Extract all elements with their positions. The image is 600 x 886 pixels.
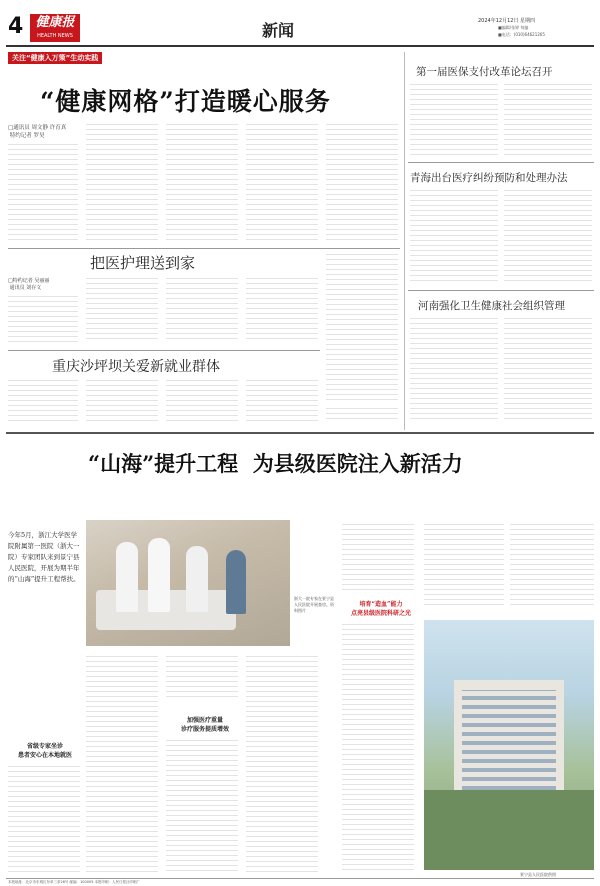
feature-body-col2 <box>86 656 158 876</box>
feature-body-col5 <box>342 524 414 594</box>
story2-headline: 把医护理送到家 <box>90 254 196 272</box>
right2-rule <box>408 290 594 291</box>
right2-body-col1 <box>410 190 498 286</box>
footer-rule <box>6 878 594 879</box>
photo-trees <box>424 790 594 870</box>
issue-date: 2024年12月12日 星期四 <box>478 18 536 24</box>
photo-figure-1 <box>116 542 138 612</box>
story3-body-col1 <box>8 380 78 424</box>
story2-byline: □特约记者 吴丽丽 通讯员 刘存文 <box>8 278 50 291</box>
photo-figure-4 <box>226 550 246 614</box>
page-number: 4 <box>8 14 24 39</box>
photo1-caption: 浙大一院专家在景宁县人民医院开展查房。资料图片 <box>294 596 334 613</box>
logo-english: HEALTH NEWS <box>37 33 73 39</box>
logo-text: 健康报 <box>35 15 75 30</box>
photo-building-windows <box>462 690 556 790</box>
right1-body-col1 <box>410 84 498 160</box>
feature-body-col4 <box>246 656 318 876</box>
story3-body-col2 <box>86 380 158 424</box>
feature-body-col6 <box>424 524 504 612</box>
hospital-building-photo <box>424 620 594 870</box>
section-title: 新闻 <box>262 21 295 40</box>
photo-figure-2 <box>148 538 170 612</box>
feature-body-col3 <box>166 656 238 702</box>
story3-body-col3 <box>166 380 238 424</box>
lead-body-col3 <box>166 124 238 244</box>
lead-headline: “健康网格”打造暖心服务 <box>40 87 331 116</box>
lead-body-col1 <box>8 144 78 244</box>
right2-headline: 青海出台医疗纠纷预防和处理办法 <box>410 172 568 184</box>
lead-body-col4 <box>246 124 318 244</box>
editor-line: ■编辑/张婷 每编 <box>498 25 529 30</box>
story2-body-col4 <box>246 278 318 346</box>
right2-body-col2 <box>504 190 592 286</box>
feature-subhead-3: 培育“造血”能力 点亮县级医院科研之光 <box>350 601 411 617</box>
right3-body-col1 <box>410 318 498 426</box>
photo-figure-3 <box>186 546 208 612</box>
feature-subhead-1: 省级专家坐诊 患者安心在本地就医 <box>17 743 72 759</box>
feature-body-col3b <box>166 740 238 876</box>
right3-headline: 河南强化卫生健康社会组织管理 <box>418 300 565 312</box>
photo2-caption: 景宁县人民医院供图 <box>520 872 556 877</box>
feature-headline: “山海”提升工程 为县级医院注入新活力 <box>88 451 463 476</box>
story3-body-col4 <box>246 380 318 424</box>
feature-lede: 今年5月，浙江大学医学院附属第一医院（浙大一院）专家团队来到景宁县人民医院，开展为期半年的“山海”提升工程帮扶。 <box>8 531 80 583</box>
lead-body-col5 <box>326 124 398 244</box>
column-tag: 关注“健康入万策”生动实践 <box>8 52 102 64</box>
lead-bottom-rule <box>8 248 400 249</box>
hospital-rounds-photo <box>86 520 290 646</box>
lead-byline: □通讯员 周文静 许育真 特约记者 罗昊 <box>8 125 67 139</box>
story2-body-col2 <box>86 278 158 346</box>
feature-body-col7 <box>510 524 594 612</box>
newspaper-logo <box>30 14 80 42</box>
right1-rule <box>408 162 594 163</box>
story2-body-col1 <box>8 296 78 346</box>
feature-body-col1 <box>8 766 80 876</box>
feature-subhead-2: 加强医疗重量 诊疗服务提质增效 <box>180 717 229 733</box>
footer-text: 本报地址：北京市东城区东单三条26号 邮编：100005 本报印刷：人民日报社印刷厂 <box>8 880 141 884</box>
phone-line: ■电话：(010)64621265 <box>498 32 545 37</box>
masthead-rule <box>6 45 594 47</box>
section-divider <box>6 432 594 434</box>
feature-body-col5b <box>342 624 414 876</box>
story3-body-col5 <box>326 408 398 424</box>
right1-headline: 第一届医保支付改革论坛召开 <box>416 66 553 78</box>
lead-body-col2 <box>86 124 158 244</box>
story3-headline: 重庆沙坪坝关爱新就业群体 <box>52 359 220 375</box>
story2-body-col3 <box>166 278 238 346</box>
right1-body-col2 <box>504 84 592 160</box>
story2-body-col5 <box>326 254 398 404</box>
right-column-divider <box>404 52 405 430</box>
right3-body-col2 <box>504 318 592 426</box>
story2-bottom-rule <box>8 350 320 351</box>
